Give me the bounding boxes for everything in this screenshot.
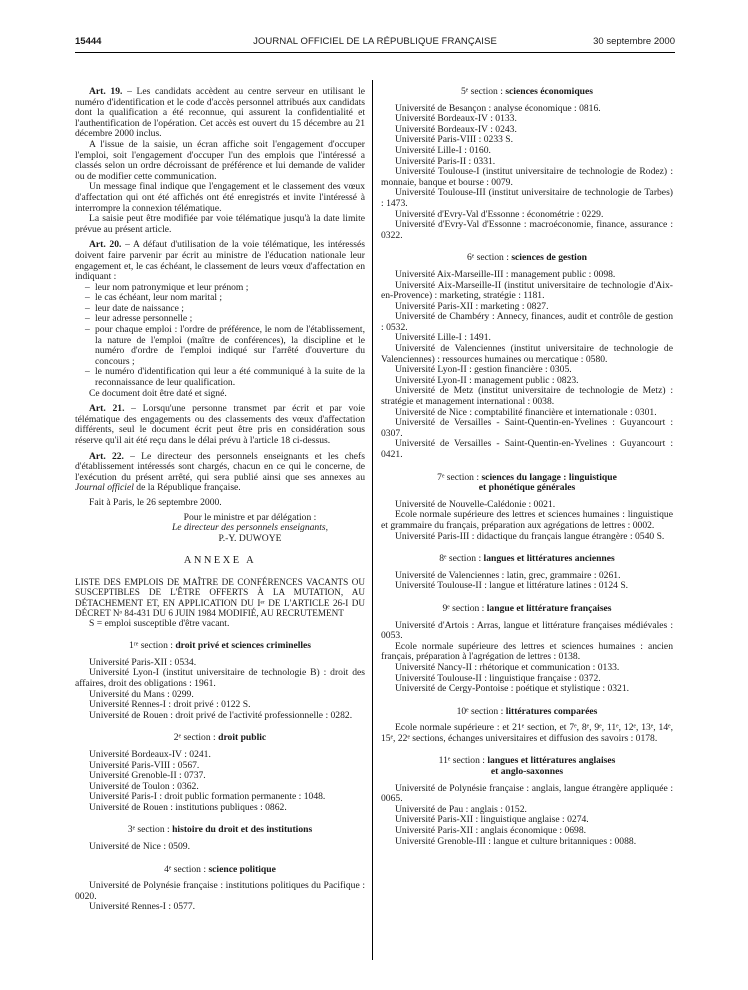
section-title: droit privé et sciences criminelles: [175, 640, 312, 652]
list-item: Université de Nice : comptabilité financière et internationale : 0301.: [395, 406, 657, 418]
list-item: Université Nancy-II : rhétorique et communication : 0133.: [395, 661, 620, 673]
article-19-text: – Les candidats accèdent au centre serveur en utilisant le numéro d'identification et le code d'accès personnel attribués aux candidats dont la qualification a été reconnue, qui assurent la confidentialité et l'authentification de l'opération. Cet accès est ouvert du 15 décembre au 21 décembre 2000 inclus.: [75, 86, 366, 140]
article-22-p1: [75, 452, 365, 494]
section-title: droit public: [218, 732, 267, 744]
section-heading: [75, 865, 365, 876]
list-item: Université de Valenciennes (institut universitaire de technologie de Valenciennes) : ressources humaines ou mercatique : 0580.: [381, 343, 673, 365]
list-item: Université Paris-XII : 0534.: [89, 656, 197, 668]
list-item: Université Aix-Marseille-III : management public : 0098.: [395, 268, 616, 280]
list-item: Université Paris-XII : anglais économique : 0698.: [395, 825, 587, 837]
article-19-label: Art. 19.: [89, 86, 123, 97]
article-22-text-a: – Le directeur des personnels enseignants et les chefs d'établissement intéressés sont chargés, chacun en ce qui le concerne, de l'exécution du présent arrêté, qui sera publié ainsi que ses annexes au: [75, 450, 365, 483]
list-item: Université Paris-III : didactique du français langue étrangère : 0540 S.: [395, 530, 665, 542]
list-item: Université de Toulon : 0362.: [89, 780, 199, 792]
article-22-label: Art. 22.: [89, 450, 124, 462]
section-title-line-2: et anglo-saxonnes: [490, 766, 564, 778]
list-item: – leur adresse personnelle ;: [75, 314, 365, 325]
section-title: sciences économiques: [505, 86, 593, 97]
list-item: Université Bordeaux-IV : 0133.: [395, 113, 517, 125]
list-item: – leur nom patronymique et leur prénom ;: [75, 283, 365, 294]
article-19-p4: La saisie peut être modifiée par voie télématique jusqu'à la date limite prévue au présent article.: [75, 213, 365, 235]
list-item: Université Aix-Marseille-II (institut universitaire de technologie d'Aix-en-Provence) : marketing, stratégie : 1181.: [381, 279, 673, 302]
annexe-title: ANNEXE A: [183, 555, 257, 567]
list-item: Université Toulouse-I (institut universitaire de technologie de Rodez) : monnaie, banque et bourse : 0079.: [381, 166, 673, 188]
right-column: [381, 87, 673, 847]
list-item: Université de Rouen : institutions publiques : 0862.: [89, 801, 287, 813]
list-item: Université Paris-VIII : 0233 S.: [395, 134, 514, 146]
section-title: littératures comparées: [505, 705, 598, 717]
column-divider: [372, 80, 373, 960]
list-item: Université de Rouen : droit privé de l'activité professionnelle : 0282.: [89, 709, 353, 721]
section-number: 5ᵉ section :: [461, 86, 503, 97]
article-20-text: – A défaut d'utilisation de la voie télématique, les intéressés doivent faire parvenir par écrit au ministre de l'éducation nationale leur engagement et, le cas échéant, le classement de leurs vœux d'affectation en indiquant :: [75, 239, 365, 283]
list-item: Université du Mans : 0299.: [89, 688, 194, 700]
section-heading: [381, 473, 673, 494]
list-item: Université Bordeaux-IV : 0241.: [89, 748, 211, 760]
list-item: Université Bordeaux-IV : 0243.: [395, 123, 517, 135]
list-item: Université de Nice : 0509.: [89, 841, 190, 853]
page-header: [75, 36, 675, 50]
section-number: 8ᵉ section :: [439, 553, 482, 565]
list-item: Université de Polynésie française : anglais, langue étrangère appliquée : 0065.: [381, 782, 673, 805]
section-8: [381, 554, 673, 592]
left-column: [75, 87, 365, 913]
liste-title: LISTE DES EMPLOIS DE MAÎTRE DE CONFÉRENCES VACANTS OU SUSCEPTIBLES DE L'ÊTRE OFFERTS À LA MUTATION, AU DÉTACHEMENT ET, EN APPLICATION DU Iᵉʳ DE L'ARTICLE 26-I DU DÉCRET Nᵒ 84-431 DU 6 JUIN 1984 MODIFIÉ, AU RECRUTEMENT: [75, 576, 365, 619]
legend: S = emploi susceptible d'être vacant.: [89, 617, 230, 629]
section-heading: [381, 554, 673, 565]
section-title-line-2: et phonétique générales: [478, 482, 576, 494]
list-item: Ecole normale supérieure : et 21ᵉ section, et 7ᵉ, 8ᵉ, 9ᵉ, 11ᵉ, 12ᵉ, 13ᵉ, 14ᵉ, 15ᵉ, 22ᵉ sections, échanges universitaires et diffusion des savoirs : 0178.: [381, 722, 673, 744]
list-item: Université de Metz (institut universitaire de technologie de Metz) : stratégie et management international : 0038.: [381, 385, 673, 408]
list-item: Université Grenoble-III : langue et culture britanniques : 0088.: [395, 835, 637, 847]
list-item: Université Lyon-I (institut universitaire de technologie B) : droit des affaires, droit des obligations : 1961.: [75, 667, 365, 689]
section-number: 11ᵉ section :: [438, 755, 485, 767]
list-item: Université de Nouvelle-Calédonie : 0021.: [395, 498, 556, 510]
list-item: – pour chaque emploi : l'ordre de préférence, le nom de l'établissement, la nature de l'emploi (maître de conférences), la discipline et le numéro d'ordre de l'emploi indiqué sur l'arrêté d'ouverture du concours ;: [75, 325, 365, 367]
section-title: langues et littératures anglaises: [487, 755, 616, 767]
section-10: [381, 707, 673, 745]
header-rule: [75, 52, 675, 53]
article-19-p1: [75, 87, 365, 140]
section-title: langue et littérature françaises: [486, 602, 612, 614]
section-5: [381, 87, 673, 241]
signature-line-2: Le directeur des personnels enseignants,: [171, 522, 329, 534]
section-9: [381, 604, 673, 695]
article-20-label: Art. 20.: [89, 239, 122, 251]
journal-title: JOURNAL OFFICIEL DE LA RÉPUBLIQUE FRANÇAISE: [253, 36, 497, 47]
section-title: sciences du langage : linguistique: [481, 471, 617, 483]
section-heading: [75, 641, 365, 652]
list-item: Université de Pau : anglais : 0152.: [395, 803, 527, 815]
list-item: – le cas échéant, leur nom marital ;: [75, 293, 365, 304]
list-item: Université de Polynésie française : institutions politiques du Pacifique : 0020.: [75, 880, 365, 902]
section-1: [75, 641, 365, 721]
list-item: Université de Besançon : analyse économique : 0816.: [395, 102, 601, 114]
issue-date: 30 septembre 2000: [593, 36, 675, 47]
section-11: [381, 756, 673, 847]
article-20-p2: Ce document doit être daté et signé.: [89, 387, 227, 399]
list-item: Université Rennes-I : droit privé : 0122 S.: [89, 699, 251, 711]
list-item: Université d'Artois : Arras, langue et littérature françaises médiévales : 0053.: [381, 619, 673, 642]
list-item: Université de Valenciennes : latin, grec, grammaire : 0261.: [395, 569, 621, 581]
section-heading: [75, 733, 365, 744]
list-item: – le numéro d'identification qui leur a été communiqué à la suite de la reconnaissance de leur qualification.: [75, 367, 365, 388]
article-21-p1: [75, 404, 365, 446]
list-item: Université d'Evry-Val d'Essonne : économétrie : 0229.: [395, 208, 604, 220]
section-number: 2ᵉ section :: [173, 732, 216, 744]
list-item: Ecole normale supérieure des lettres et sciences humaines : ancien français, préparation à l'agrégation de lettres : 0138.: [381, 640, 673, 663]
section-title: histoire du droit et des institutions: [172, 824, 313, 836]
list-item: Université Lyon-II : management public : 0823.: [395, 374, 579, 386]
section-heading: [381, 604, 673, 615]
section-4: [75, 865, 365, 913]
section-heading: [381, 87, 673, 98]
list-item: Université Lyon-II : gestion financière : 0305.: [395, 364, 572, 376]
list-item: Université Toulouse-II : linguistique française : 0372.: [395, 672, 601, 684]
page-number: 15444: [75, 36, 102, 47]
signature-line-1: Pour le ministre et par délégation :: [183, 511, 317, 523]
signatory-name: P.-Y. DUWOYE: [218, 532, 282, 544]
article-22-text-b: de la République française.: [133, 482, 241, 494]
list-item: Université de Versailles - Saint-Quentin-en-Yvelines : Guyancourt : 0421.: [381, 438, 673, 460]
article-20-list: [75, 283, 365, 389]
fait-a-paris: Fait à Paris, le 26 septembre 2000.: [89, 496, 222, 508]
section-number: 3ᵉ section :: [127, 824, 170, 836]
article-21-label: Art. 21.: [89, 403, 125, 415]
list-item: Université Rennes-I : 0577.: [89, 901, 196, 913]
section-number: 10ᵉ section :: [456, 705, 504, 717]
list-item: – leur date de naissance ;: [75, 304, 365, 315]
signature-block: [75, 513, 365, 545]
section-heading: [75, 825, 365, 836]
list-item: Université Toulouse-II : langue et littérature latines : 0124 S.: [395, 580, 629, 592]
list-item: Université Toulouse-III (institut universitaire de technologie de Tarbes) : 1473.: [381, 187, 673, 209]
list-item: Université Paris-II : 0331.: [395, 155, 496, 167]
section-7: [381, 473, 673, 543]
section-number: 4ᵉ section :: [164, 863, 207, 875]
list-item: Université Paris-XII : linguistique anglaise : 0274.: [395, 814, 589, 826]
list-item: Université Lille-I : 1491.: [395, 332, 491, 344]
section-3: [75, 825, 365, 852]
list-item: Université de Versailles - Saint-Quentin-en-Yvelines : Guyancourt : 0307.: [381, 417, 673, 439]
list-item: Université Paris-I : droit public formation permanente : 1048.: [89, 791, 326, 803]
list-item: Université Paris-XII : marketing : 0827.: [395, 300, 549, 312]
article-20-p1: [75, 240, 365, 282]
list-item: Université Lille-I : 0160.: [395, 144, 491, 156]
section-number: 1ʳᵉ section :: [128, 640, 173, 652]
section-title: langues et littératures anciennes: [483, 553, 615, 565]
list-item: Université de Chambéry : Annecy, finances, audit et contrôle de gestion : 0532.: [381, 311, 673, 333]
section-heading: [381, 756, 673, 777]
article-19-p3: Un message final indique que l'engagement et le classement des vœux d'affectation qui ont été affichés ont été enregistrés et invite l'intéressé à interrompre la connexion télématique.: [75, 181, 365, 214]
article-21-text: – Lorsqu'une personne transmet par écrit et par voie télématique des engagements ou des classements des vœux d'affectation différents, seul le document écrit peut être pris en considération sous réserve qu'il ait été reçu dans le délai prévu à l'article 18 ci-dessus.: [75, 403, 366, 446]
section-number: 9ᵉ section :: [442, 602, 485, 614]
section-heading: [381, 707, 673, 718]
section-heading: [381, 253, 673, 264]
list-item: Université de Cergy-Pontoise : poétique et stylistique : 0321.: [395, 683, 630, 695]
list-item: Université d'Evry-Val d'Essonne : macroéconomie, finance, assurance : 0322.: [381, 219, 673, 241]
journal-officiel-ref: Journal officiel: [75, 482, 134, 494]
list-item: Université Paris-VIII : 0567.: [89, 759, 200, 771]
article-19-p2: A l'issue de la saisie, un écran affiche soit l'engagement d'occuper l'emploi, soit l'engagement d'occuper l'un des emplois que l'intéressé a classés selon un ordre décroissant de préférence et lui demande de valider ou de modifier cette communication.: [75, 138, 365, 182]
section-number: 7ᵉ section :: [437, 471, 480, 483]
section-6: [381, 253, 673, 460]
list-item: Université Grenoble-II : 0737.: [89, 770, 206, 782]
section-number: 6ᵉ section :: [467, 252, 509, 264]
section-title: science politique: [208, 863, 276, 875]
list-item: Ecole normale supérieure des lettres et sciences humaines : linguistique et grammaire du français, préparation aux agrégations de lettres : 0002.: [381, 509, 673, 531]
section-title: sciences de gestion: [511, 252, 587, 264]
section-2: [75, 733, 365, 813]
